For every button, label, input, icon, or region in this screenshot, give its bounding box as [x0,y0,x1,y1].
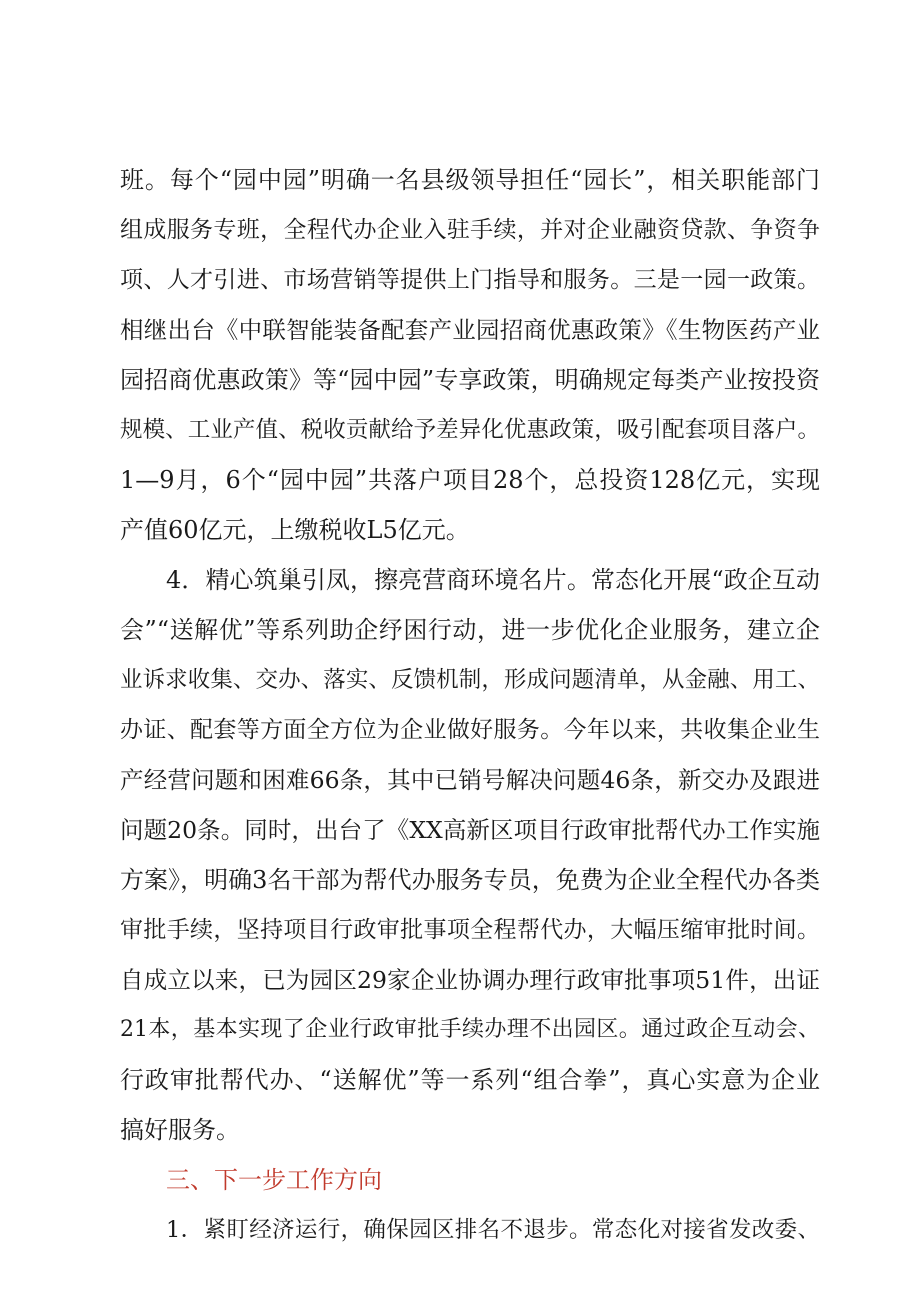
paragraph-1-line-5: 园招商优惠政策》等“园中园”专享政策，明确规定每类产业按投资 [120,366,820,394]
paragraph-1-line-6: 规模、工业产值、税收贡献给予差异化优惠政策，吸引配套项目落户。 [120,417,820,443]
paragraph-2-line-3: 业诉求收集、交办、落实、反馈机制，形成问题清单，从金融、用工、 [120,667,820,693]
paragraph-2-line-11: 行政审批帮代办、“送解优”等一系列“组合拳”，真心实意为企业 [120,1066,820,1094]
paragraph-2-line-7: 方案》，明确3名干部为帮代办服务专员，免费为企业全程代办各类 [120,866,820,894]
paragraph-3-line-1: 1．紧盯经济运行，确保园区排名不退步。常态化对接省发改委、 [166,1217,820,1243]
section-heading: 三、下一步工作方向 [166,1166,382,1194]
paragraph-1-line-7: 1—9月，6个“园中园”共落户项目28个，总投资128亿元，实现 [120,466,820,494]
paragraph-2-line-4: 办证、配套等方面全方位为企业做好服务。今年以来，共收集企业生 [120,717,820,743]
paragraph-2-line-2: 会”“送解优”等系列助企纾困行动，进一步优化企业服务，建立企 [120,616,820,644]
paragraph-2-line-9: 自成立以来，已为园区29家企业协调办理行政审批事项51件，出证 [120,966,820,994]
paragraph-2-line-6: 问题20条。同时，出台了《XX高新区项目行政审批帮代办工作实施 [120,816,820,844]
paragraph-2-line-10: 21本，基本实现了企业行政审批手续办理不出园区。通过政企互动会、 [120,1017,820,1042]
paragraph-1-line-1: 班。每个“园中园”明确一名县级领导担任“园长”，相关职能部门 [120,166,820,194]
paragraph-1-line-8: 产值60亿元，上缴税收L5亿元。 [120,516,470,544]
paragraph-2-line-5: 产经营问题和困难66条，其中已销号解决问题46条，新交办及跟进 [120,766,820,794]
paragraph-1-line-4: 相继出台《中联智能装备配套产业园招商优惠政策》《生物医药产业 [120,316,820,344]
paragraph-1-line-3: 项、人才引进、市场营销等提供上门指导和服务。三是一园一政策。 [120,267,820,293]
paragraph-2-line-12: 搞好服务。 [120,1116,240,1144]
paragraph-1-line-2: 组成服务专班，全程代办企业入驻手续，并对企业融资贷款、争资争 [120,217,820,243]
paragraph-2-line-1: 4．精心筑巢引凤，擦亮营商环境名片。常态化开展“政企互动 [166,566,820,594]
paragraph-2-line-8: 审批手续，坚持项目行政审批事项全程帮代办，大幅压缩审批时间。 [120,917,820,943]
